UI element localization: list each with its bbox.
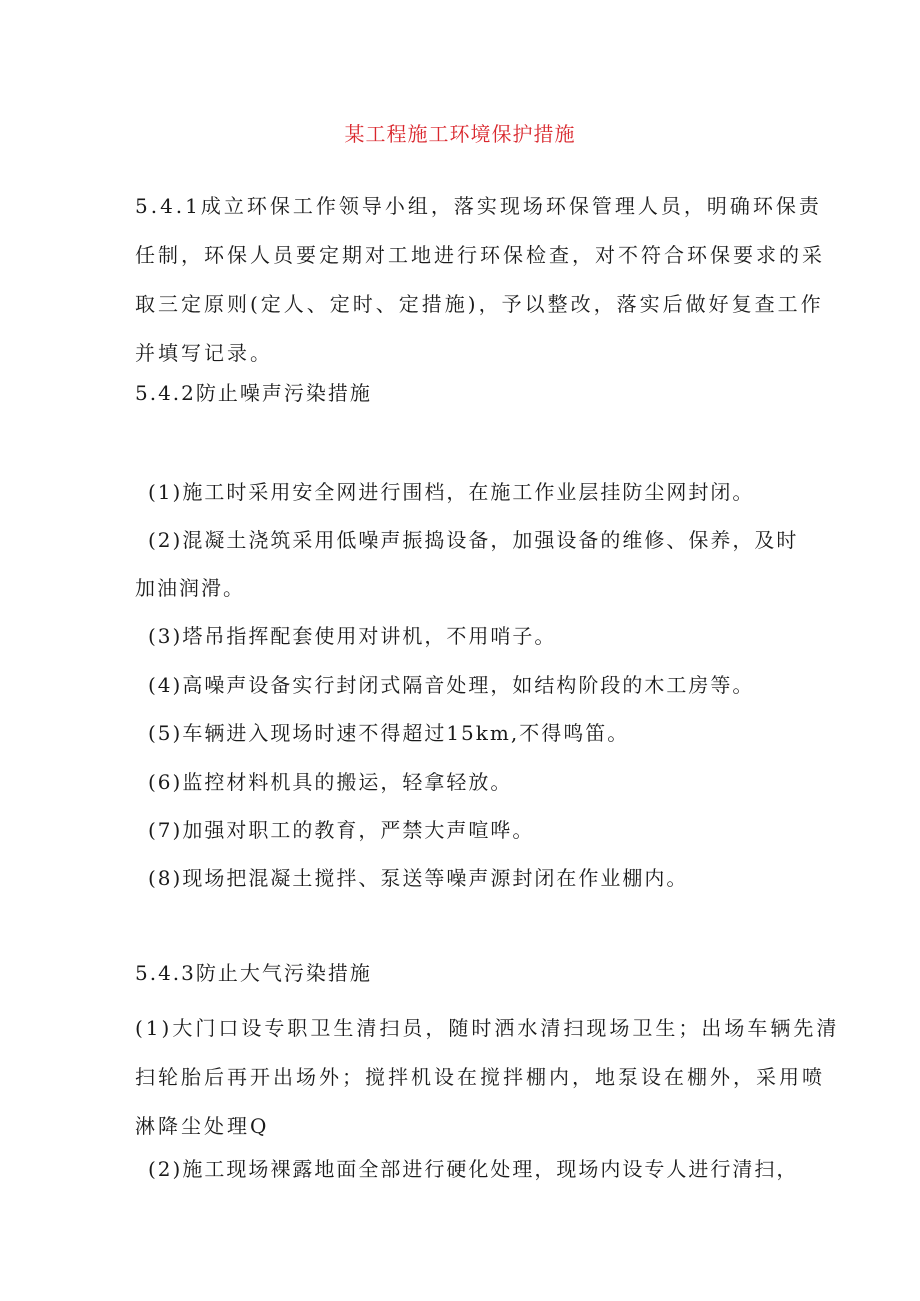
section-5-4-1-paragraph (135, 182, 825, 378)
section-5-4-2-heading: 5.4.2防止噪声污染措施 (135, 381, 372, 405)
list-item: (4)高噪声设备实行封闭式隔音处理，如结构阶段的木工房等。 (148, 673, 755, 697)
paragraph-line: 任制，环保人员要定期对工地进行环保检查，对不符合环保要求的采 (135, 243, 825, 267)
list-item: (2)施工现场裸露地面全部进行硬化处理，现场内设专人进行清扫， (148, 1157, 799, 1181)
paragraph-line: 5.4.1成立环保工作领导小组，落实现场环保管理人员，明确环保责 (135, 194, 822, 218)
list-item: (8)现场把混凝土搅拌、泵送等噪声源封闭在作业棚内。 (148, 866, 689, 890)
paragraph-line: (1)大门口设专职卫生清扫员，随时洒水清扫现场卫生；出场车辆先清 (135, 1016, 840, 1040)
list-item: (6)监控材料机具的搬运，轻拿轻放。 (148, 770, 513, 794)
paragraph-line: 扫轮胎后再开出场外；搅拌机设在搅拌棚内，地泵设在棚外，采用喷 (135, 1065, 825, 1089)
list-item: (1)施工时采用安全网进行围档，在施工作业层挂防尘网封闭。 (148, 480, 755, 504)
paragraph-line: 淋降尘处理Q (135, 1114, 270, 1138)
list-item: (7)加强对职工的教育，严禁大声喧哗。 (148, 818, 535, 842)
section-5-4-3-paragraph (135, 1004, 840, 1151)
list-item: (2)混凝土浇筑采用低噪声振捣设备，加强设备的维修、保养，及时 (148, 528, 799, 552)
section-5-4-3-heading: 5.4.3防止大气污染措施 (135, 961, 372, 985)
paragraph-line: 并填写记录。 (135, 341, 273, 365)
paragraph-line: 取三定原则(定人、定时、定措施)，予以整改，落实后做好复查工作 (135, 292, 824, 316)
list-item: (3)塔吊指挥配套使用对讲机，不用哨子。 (148, 624, 557, 648)
list-item-continuation: 加油润滑。 (135, 576, 245, 600)
document-title: 某工程施工环境保护措施 (344, 122, 576, 146)
list-item: (5)车辆进入现场时速不得超过15km,不得鸣笛。 (148, 721, 630, 745)
